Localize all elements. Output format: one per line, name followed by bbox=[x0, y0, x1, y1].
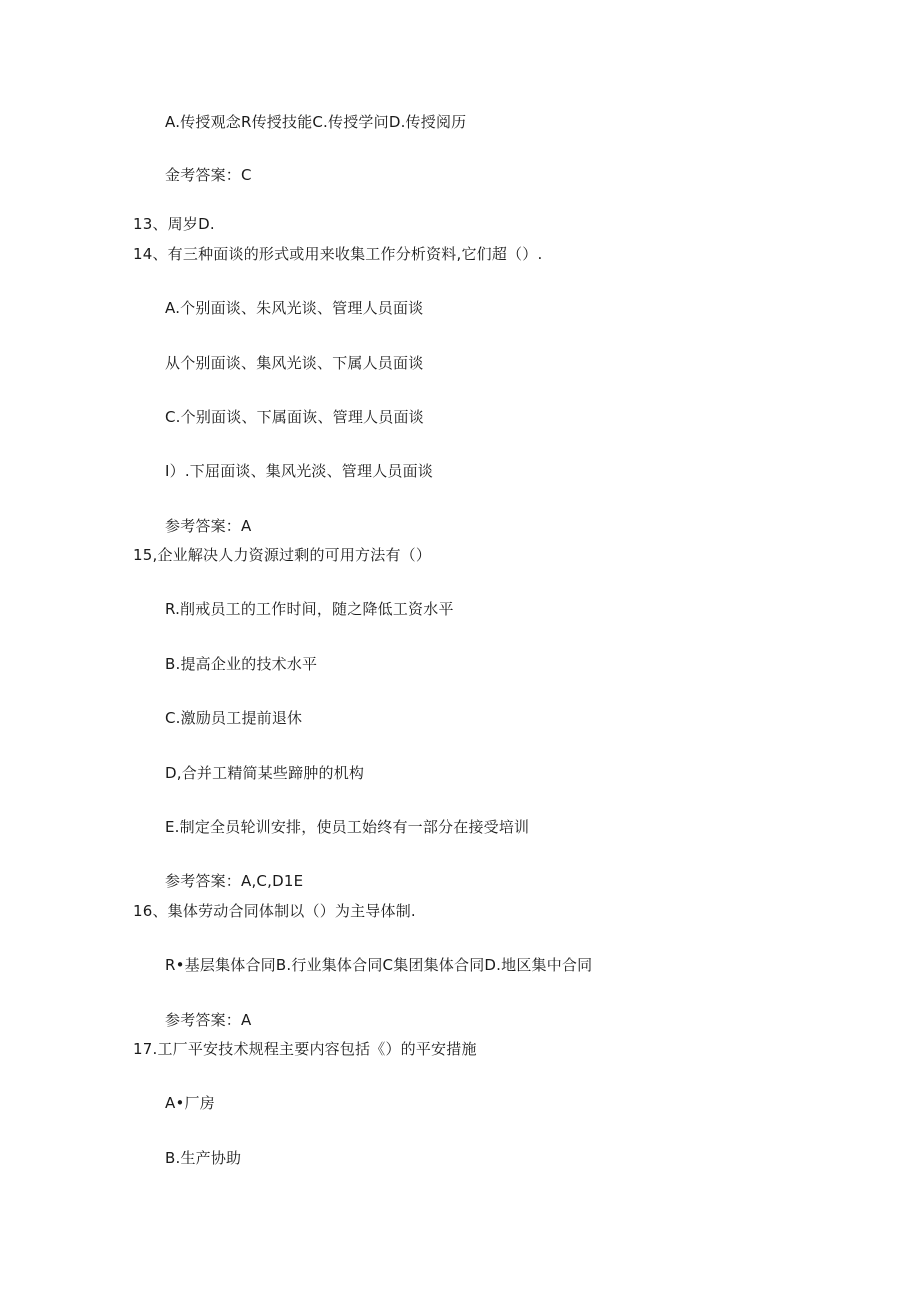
q14-question: 14、有三种面谈的形式或用来收集工作分析资料,它们超（）. bbox=[133, 245, 543, 263]
q17-question: 17.工厂平安技术规程主要内容包括《）的平安措施 bbox=[133, 1040, 477, 1058]
q16-options: R•基层集体合同B.行业集体合同C集团集体合同D.地区集中合同 bbox=[165, 956, 593, 974]
q14-option-c: C.个别面谈、下属面诙、管理人员面谈 bbox=[165, 408, 424, 426]
q15-option-b: B.提高企业的技术水平 bbox=[165, 655, 318, 673]
q15-option-c: C.激励员工提前退休 bbox=[165, 709, 303, 727]
q17-option-a: A•厂房 bbox=[165, 1094, 215, 1112]
q16-answer: 参考答案：A bbox=[165, 1011, 252, 1029]
q15-option-e: E.制定全员轮训安排，使员工始终有一部分在接受培训 bbox=[165, 818, 530, 836]
q12-options: A.传授观念R传授技能C.传授学问D.传授阅历 bbox=[165, 113, 467, 131]
q15-option-d: D,合并工精简某些蹄肿的机构 bbox=[165, 764, 365, 782]
q14-option-d: I）.下屈面谈、集风光淡、管理人员面谈 bbox=[165, 462, 433, 480]
q15-answer: 参考答案：A,C,D1E bbox=[165, 872, 304, 890]
q15-question: 15,企业解决人力资源过剩的可用方法有（） bbox=[133, 546, 432, 564]
q14-option-a: A.个别面谈、朱风光谈、管理人员面谈 bbox=[165, 299, 424, 317]
q13-text: 13、周岁D. bbox=[133, 215, 215, 233]
q17-option-b: B.生产协助 bbox=[165, 1149, 242, 1167]
q14-option-b: 从个别面谈、集风光谈、下属人员面谈 bbox=[165, 354, 424, 372]
q16-question: 16、集体劳动合同体制以（）为主导体制. bbox=[133, 902, 416, 920]
q14-answer: 参考答案：A bbox=[165, 517, 252, 535]
q12-answer: 金考答案：C bbox=[165, 166, 252, 184]
q15-option-a: R.削戒员工的工作时间，随之降低工资水平 bbox=[165, 600, 454, 618]
